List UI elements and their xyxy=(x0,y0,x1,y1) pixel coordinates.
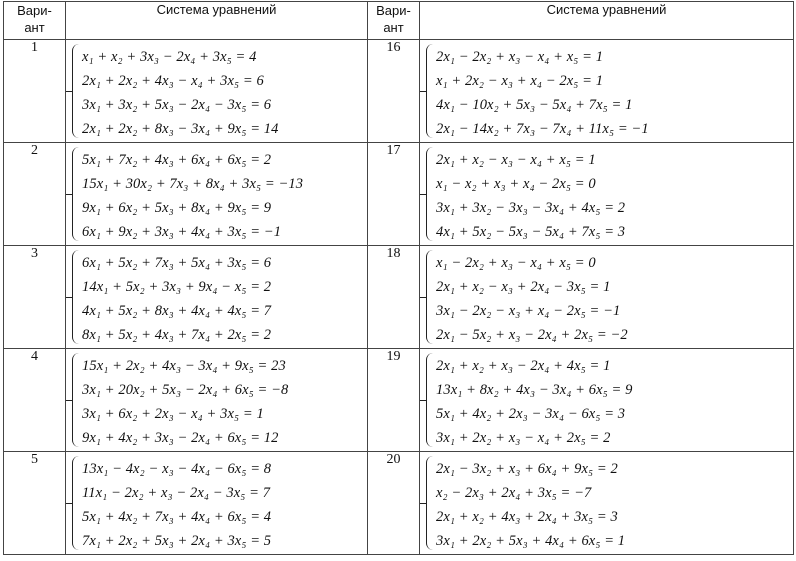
equation-system xyxy=(420,40,794,143)
variant-number: 19 xyxy=(368,349,420,452)
variant-header-line2: ант xyxy=(24,20,45,35)
variant-number: 1 xyxy=(4,40,66,143)
equation: 5x₁ + 7x₂ + 4x₃ + 6x₄ + 6x₅ = 2 xyxy=(82,152,272,168)
variant-header-line1: Вари- xyxy=(17,3,52,18)
equation: 3x₁ + 2x₂ + x₃ − x₄ + 2x₅ = 2 xyxy=(436,430,611,446)
equation-system xyxy=(66,246,368,349)
equations xyxy=(436,251,789,347)
equation: 2x₁ − 5x₂ + x₃ − 2x₄ + 2x₅ = −2 xyxy=(436,327,628,343)
equation: x₁ + x₂ + 3x₃ − 2x₄ + 3x₅ = 4 xyxy=(82,49,257,65)
equation: 3x₁ + 20x₂ + 5x₃ − 2x₄ + 6x₅ = −8 xyxy=(82,382,289,398)
table-row xyxy=(4,143,794,246)
equation: x₂ − 2x₃ + 2x₄ + 3x₅ = −7 xyxy=(436,485,592,501)
curly-brace-icon xyxy=(72,250,80,344)
table-row xyxy=(4,349,794,452)
variant-number: 18 xyxy=(368,246,420,349)
curly-brace-icon xyxy=(72,147,80,241)
equation-system xyxy=(66,349,368,452)
equation: 11x₁ − 2x₂ + x₃ − 2x₄ − 3x₅ = 7 xyxy=(82,485,271,501)
equation: 2x₁ + x₂ + 4x₃ + 2x₄ + 3x₅ = 3 xyxy=(436,509,618,525)
equation-system-body xyxy=(420,349,793,451)
equation-system-body xyxy=(420,143,793,245)
equation: 14x₁ + 5x₂ + 3x₃ + 9x₄ − x₅ = 2 xyxy=(82,279,272,295)
variant-number: 17 xyxy=(368,143,420,246)
equation-system xyxy=(66,40,368,143)
variant-number: 2 xyxy=(4,143,66,246)
curly-brace-icon xyxy=(72,353,80,447)
table-row xyxy=(4,452,794,555)
equation: 2x₁ − 14x₂ + 7x₃ − 7x₄ + 11x₅ = −1 xyxy=(436,121,649,137)
equation: 6x₁ + 5x₂ + 7x₃ + 5x₄ + 3x₅ = 6 xyxy=(82,255,272,271)
equation-system-body xyxy=(420,452,793,554)
equation: 2x₁ + x₂ − x₃ − x₄ + x₅ = 1 xyxy=(436,152,596,168)
equations xyxy=(82,45,363,141)
equation: 2x₁ − 3x₂ + x₃ + 6x₄ + 9x₅ = 2 xyxy=(436,461,618,477)
equations xyxy=(82,457,363,553)
equation-system-body xyxy=(420,40,793,142)
curly-brace-icon xyxy=(426,44,434,138)
variant-number: 16 xyxy=(368,40,420,143)
equation: x₁ − x₂ + x₃ + x₄ − 2x₅ = 0 xyxy=(436,176,596,192)
equation: 5x₁ + 4x₂ + 2x₃ − 3x₄ − 6x₅ = 3 xyxy=(436,406,626,422)
equations xyxy=(436,148,789,244)
variant-header-line1: Вари- xyxy=(376,3,411,18)
curly-brace-icon xyxy=(72,44,80,138)
equation: 7x₁ + 2x₂ + 5x₃ + 2x₄ + 3x₅ = 5 xyxy=(82,533,272,549)
variant-number: 20 xyxy=(368,452,420,555)
equation: 5x₁ + 4x₂ + 7x₃ + 4x₄ + 6x₅ = 4 xyxy=(82,509,272,525)
equation: 9x₁ + 4x₂ + 3x₃ − 2x₄ + 6x₅ = 12 xyxy=(82,430,279,446)
equation: 13x₁ + 8x₂ + 4x₃ − 3x₄ + 6x₅ = 9 xyxy=(436,382,633,398)
equation: 4x₁ − 10x₂ + 5x₃ − 5x₄ + 7x₅ = 1 xyxy=(436,97,633,113)
variant-number: 5 xyxy=(4,452,66,555)
curly-brace-icon xyxy=(426,456,434,550)
equation: 2x₁ + 2x₂ + 4x₃ − x₄ + 3x₅ = 6 xyxy=(82,73,264,89)
curly-brace-icon xyxy=(72,456,80,550)
variant-header-line2: ант xyxy=(383,20,404,35)
equation-system-body xyxy=(420,246,793,348)
curly-brace-icon xyxy=(426,147,434,241)
table-row xyxy=(4,40,794,143)
equation-system-body xyxy=(66,246,367,348)
equation-system-body xyxy=(66,40,367,142)
equation: 15x₁ + 2x₂ + 4x₃ − 3x₄ + 9x₅ = 23 xyxy=(82,358,286,374)
equation: 6x₁ + 9x₂ + 3x₃ + 4x₄ + 3x₅ = −1 xyxy=(82,224,282,240)
equations xyxy=(436,354,789,450)
equation: 8x₁ + 5x₂ + 4x₃ + 7x₄ + 2x₅ = 2 xyxy=(82,327,272,343)
equations xyxy=(436,45,789,141)
equation: x₁ − 2x₂ + x₃ − x₄ + x₅ = 0 xyxy=(436,255,596,271)
equation-system xyxy=(420,143,794,246)
equation-systems-table xyxy=(3,1,794,555)
curly-brace-icon xyxy=(426,250,434,344)
equation: 3x₁ + 6x₂ + 2x₃ − x₄ + 3x₅ = 1 xyxy=(82,406,264,422)
equation-system xyxy=(66,452,368,555)
equations xyxy=(82,251,363,347)
equation: 2x₁ + x₂ − x₃ + 2x₄ − 3x₅ = 1 xyxy=(436,279,611,295)
equation-system-body xyxy=(66,349,367,451)
equation: 2x₁ + 2x₂ + 8x₃ − 3x₄ + 9x₅ = 14 xyxy=(82,121,279,137)
equation: 9x₁ + 6x₂ + 5x₃ + 8x₄ + 9x₅ = 9 xyxy=(82,200,272,216)
equation: 4x₁ + 5x₂ − 5x₃ − 5x₄ + 7x₅ = 3 xyxy=(436,224,626,240)
equation-system xyxy=(420,349,794,452)
equation: 3x₁ + 3x₂ + 5x₃ − 2x₄ − 3x₅ = 6 xyxy=(82,97,272,113)
equation: 2x₁ + x₂ + x₃ − 2x₄ + 4x₅ = 1 xyxy=(436,358,611,374)
equation: 3x₁ + 3x₂ − 3x₃ − 3x₄ + 4x₅ = 2 xyxy=(436,200,626,216)
equation-system xyxy=(420,246,794,349)
equation: 4x₁ + 5x₂ + 8x₃ + 4x₄ + 4x₅ = 7 xyxy=(82,303,272,319)
equation-system-body xyxy=(66,452,367,554)
equation: 13x₁ − 4x₂ − x₃ − 4x₄ − 6x₅ = 8 xyxy=(82,461,272,477)
equation-system-body xyxy=(66,143,367,245)
header-row xyxy=(4,2,794,40)
variant-header-left xyxy=(4,2,66,40)
curly-brace-icon xyxy=(426,353,434,447)
equation-system xyxy=(66,143,368,246)
equations xyxy=(436,457,789,553)
system-header-right: Система уравнений xyxy=(420,2,794,40)
variant-number: 3 xyxy=(4,246,66,349)
equation: x₁ + 2x₂ − x₃ + x₄ − 2x₅ = 1 xyxy=(436,73,604,89)
equation: 3x₁ + 2x₂ + 5x₃ + 4x₄ + 6x₅ = 1 xyxy=(436,533,626,549)
variant-header-right xyxy=(368,2,420,40)
equation-system xyxy=(420,452,794,555)
equation: 3x₁ − 2x₂ − x₃ + x₄ − 2x₅ = −1 xyxy=(436,303,621,319)
equations xyxy=(82,148,363,244)
equation: 15x₁ + 30x₂ + 7x₃ + 8x₄ + 3x₅ = −13 xyxy=(82,176,304,192)
equations xyxy=(82,354,363,450)
table-row xyxy=(4,246,794,349)
system-header-left: Система уравнений xyxy=(66,2,368,40)
equation: 2x₁ − 2x₂ + x₃ − x₄ + x₅ = 1 xyxy=(436,49,604,65)
variant-number: 4 xyxy=(4,349,66,452)
